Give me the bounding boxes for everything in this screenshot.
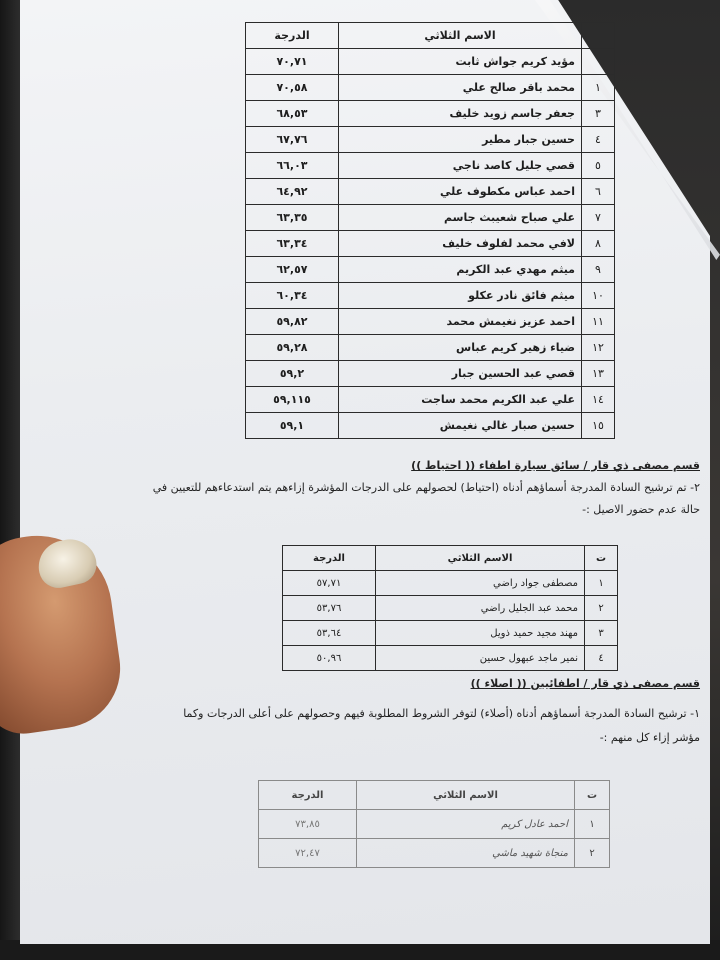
table-row [246, 361, 615, 387]
score-header: الدرجة [283, 546, 376, 571]
table-header-row [259, 781, 610, 810]
table-header-row [246, 23, 615, 49]
candidate-score: ٧٣,٨٥ [259, 810, 357, 839]
table-row [283, 621, 618, 646]
table-row [246, 335, 615, 361]
row-number: ٨ [582, 231, 615, 257]
candidate-score: ٧٠,٥٨ [246, 75, 339, 101]
row-number: ٣ [585, 621, 618, 646]
num-header: ت [575, 781, 610, 810]
num-header: ت [585, 546, 618, 571]
candidate-score: ٦٣,٣٤ [246, 231, 339, 257]
score-header: الدرجة [246, 23, 339, 49]
section-2-heading: قسم مصفى ذي قار / سائق سيارة اطفاء (( احتياط )) [411, 459, 700, 472]
candidate-score: ٥٠,٩٦ [283, 646, 376, 671]
candidate-score: ٦٤,٩٢ [246, 179, 339, 205]
table-row [283, 571, 618, 596]
candidate-score: ٥٩,٨٢ [246, 309, 339, 335]
table-row [246, 153, 615, 179]
candidate-name: مصطفى جواد راضي [376, 571, 585, 596]
candidates-table-3 [258, 780, 610, 868]
row-number: ١١ [582, 309, 615, 335]
row-number: ١ [582, 75, 615, 101]
candidate-name: لافي محمد لفلوف خليف [339, 231, 582, 257]
table-row [283, 646, 618, 671]
candidate-score: ٦٠,٣٤ [246, 283, 339, 309]
candidate-name: علي صباح شعيبث جاسم [339, 205, 582, 231]
row-number: ١٤ [582, 387, 615, 413]
row-number: ٤ [585, 646, 618, 671]
row-number: ٧ [582, 205, 615, 231]
table-row [246, 413, 615, 439]
candidate-name: نمير ماجد عبهول حسين [376, 646, 585, 671]
row-number: ١ [575, 810, 610, 839]
candidate-name: مهند مجيد حميد ذويل [376, 621, 585, 646]
row-number: ١٠ [582, 283, 615, 309]
section-2-paragraph-line-1: ٢- تم ترشيح السادة المدرجة أسماؤهم أدناه (احتياط) لحصولهم على الدرجات المؤشرة إزاءهم يتم استدعاءهم للتعيين في [152, 481, 700, 494]
section-2-paragraph-line-2: حالة عدم حضور الاصيل :- [582, 503, 700, 516]
row-number: ٣ [582, 101, 615, 127]
table-row [246, 387, 615, 413]
table-body [283, 571, 618, 671]
row-number: ٢ [575, 839, 610, 868]
table-body [246, 49, 615, 439]
table-row [246, 101, 615, 127]
candidate-name: قصي جليل كاصد ناجي [339, 153, 582, 179]
candidates-table-2 [282, 545, 618, 671]
section-3-heading: قسم مصفى ذي قار / اطفائيين (( اصلاء )) [470, 677, 700, 690]
section-3-paragraph-line-2: مؤشر إزاء كل منهم :- [599, 731, 700, 744]
candidate-name: محمد عبد الجليل راضي [376, 596, 585, 621]
table-row [246, 75, 615, 101]
candidate-name: ضياء زهير كريم عباس [339, 335, 582, 361]
candidate-name: محمد باقر صالح علي [339, 75, 582, 101]
dark-background-left [0, 0, 20, 960]
candidates-table-1 [245, 22, 615, 439]
row-number: ٢ [585, 596, 618, 621]
candidate-name: احمد عزيز نغيمش محمد [339, 309, 582, 335]
table-row [259, 839, 610, 868]
candidate-name: احمد عادل كريم [357, 810, 575, 839]
candidate-name: منجاة شهيد ماشي [357, 839, 575, 868]
candidate-score: ٦٨,٥٣ [246, 101, 339, 127]
candidate-name: احمد عباس مكطوف علي [339, 179, 582, 205]
row-number: ٤ [582, 127, 615, 153]
candidate-score: ٥٣,٦٤ [283, 621, 376, 646]
candidate-score: ٥٣,٧٦ [283, 596, 376, 621]
candidate-score: ٥٩,٢٨ [246, 335, 339, 361]
row-number: ١٢ [582, 335, 615, 361]
candidate-name: علي عبد الكريم محمد ساجت [339, 387, 582, 413]
table-row [246, 127, 615, 153]
candidate-score: ٦٦,٠٣ [246, 153, 339, 179]
table-row [246, 257, 615, 283]
table-row [259, 810, 610, 839]
section-3-paragraph-line-1: ١- ترشيح السادة المدرجة أسماؤهم أدناه (أصلاء) لتوفر الشروط المطلوبة فيهم وحصولهم على أعلى الدرجات وكما [183, 707, 700, 720]
row-number: ١ [585, 571, 618, 596]
table-row [246, 309, 615, 335]
candidate-name: حسين صبار غالي نغيمش [339, 413, 582, 439]
candidate-name: حسين جبار مطير [339, 127, 582, 153]
candidate-score: ٥٩,١ [246, 413, 339, 439]
row-number: ١٥ [582, 413, 615, 439]
row-number: ٦ [582, 179, 615, 205]
table-row [246, 231, 615, 257]
candidate-score: ٥٧,٧١ [283, 571, 376, 596]
name-header: الاسم الثلاثي [376, 546, 585, 571]
row-number [582, 49, 615, 75]
table-row [283, 596, 618, 621]
table-row [246, 205, 615, 231]
row-number: ٩ [582, 257, 615, 283]
name-header: الاسم الثلاثي [357, 781, 575, 810]
candidate-score: ٧٠,٧١ [246, 49, 339, 75]
row-number: ١٣ [582, 361, 615, 387]
candidate-score: ٦٧,٧٦ [246, 127, 339, 153]
candidate-name: ميثم مهدي عبد الكريم [339, 257, 582, 283]
candidate-name: قصي عبد الحسين جبار [339, 361, 582, 387]
candidate-score: ٦٣,٣٥ [246, 205, 339, 231]
candidate-score: ٦٢,٥٧ [246, 257, 339, 283]
row-number: ٥ [582, 153, 615, 179]
candidate-score: ٥٩,١١٥ [246, 387, 339, 413]
candidate-score: ٥٩,٢ [246, 361, 339, 387]
table-row [246, 283, 615, 309]
table-header-row [283, 546, 618, 571]
name-header: الاسم الثلاثي [339, 23, 582, 49]
table-body [259, 810, 610, 868]
candidate-name: جعفر جاسم زويد خليف [339, 101, 582, 127]
table-row [246, 49, 615, 75]
num-header [582, 23, 615, 49]
candidate-score: ٧٢,٤٧ [259, 839, 357, 868]
score-header: الدرجة [259, 781, 357, 810]
candidate-name: مؤيد كريم جواش ثابت [339, 49, 582, 75]
table-row [246, 179, 615, 205]
candidate-name: ميثم فائق نادر عكلو [339, 283, 582, 309]
